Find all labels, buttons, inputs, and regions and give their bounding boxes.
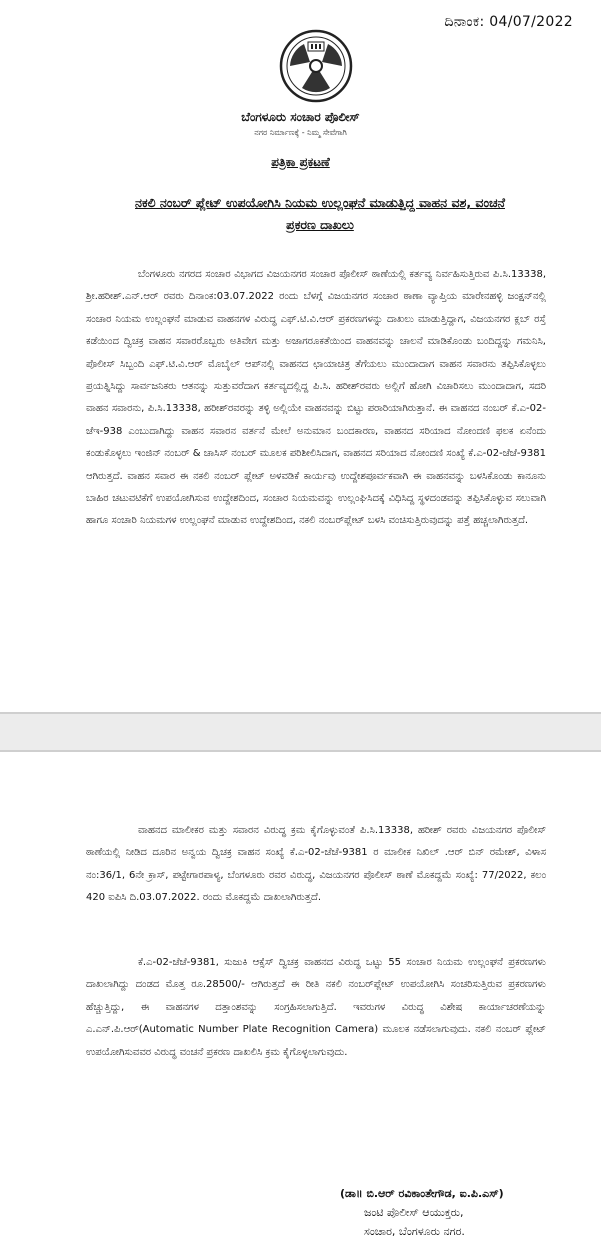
document-date: ದಿನಾಂಕ: 04/07/2022 <box>444 14 573 30</box>
signatory-name: (ಡಾ॥ ಬಿ.ಆರ್ ರವಿಕಾಂತೇಗೌಡ, ಐ.ಪಿ.ಎಸ್) <box>340 1187 504 1200</box>
body-text-page2-para1 <box>86 820 546 910</box>
body-text-page1 <box>86 264 546 533</box>
paragraph: ಬೆಂಗಳೂರು ನಗರದ ಸಂಚಾರ ವಿಭಾಗದ ವಿಜಯನಗರ ಸಂಚಾರ ಪೊಲೀಸ್ ಠಾಣೆಯಲ್ಲಿ ಕರ್ತವ್ಯ ನಿರ್ವಹಿಸುತ್ತಿರುವ ಪಿ.ಸಿ.13338, ಶ್ರೀ.ಹರೀಶ್.ಎನ್.ಆರ್ ರವರು ದಿನಾಂಕ:03.07.2022 ರಂದು ಬೆಳಗ್ಗೆ ವಿಜಯನಗರ ಸಂಚಾರ ಠಾಣಾ ವ್ಯಾಪ್ತಿಯ ಮಾರೇನಹಳ್ಳಿ ಜಂಕ್ಷನ್‌ನಲ್ಲಿ ಸಂಚಾರ ನಿಯಮ ಉಲ್ಲಂಘನೆ ಮಾಡುವ ವಾಹನಗಳ ವಿರುದ್ಧ ಎಫ್.ಟಿ.ವಿ.ಆರ್ ಪ್ರಕರಣಗಳನ್ನು ದಾಖಲು ಮಾಡುತ್ತಿದ್ದಾಗ, ವಿಜಯನಗರ ಕ್ಲಬ್ ರಸ್ತೆ ಕಡೆಯಿಂದ ದ್ವಿಚಕ್ರ ವಾಹನ ಸವಾರರೊಬ್ಬರು ಅತಿವೇಗ ಮತ್ತು ಅಜಾಗರೂಕತೆಯಿಂದ ವಾಹನವನ್ನು ಚಾಲನೆ ಮಾಡಿಕೊಂಡು ಬಂದಿದ್ದನ್ನು ಗಮನಿಸಿ, ಪೊಲೀಸ್ ಸಿಬ್ಬಂದಿ ಎಫ್.ಟಿ.ವಿ.ಆರ್ ಮೊಬೈಲ್ ಆಪ್‌ನಲ್ಲಿ ವಾಹನದ ಛಾಯಾಚಿತ್ರ ತೆಗೆಯಲು ಮುಂದಾದಾಗ ವಾಹನ ಸವಾರನು ತಪ್ಪಿಸಿಕೊಳ್ಳಲು ಪ್ರಯತ್ನಿಸಿದ್ದು ಸಾರ್ವಜನಿಕರು ಆತನನ್ನು ಸುತ್ತುವರೆದಾಗ ಕರ್ತವ್ಯದಲ್ಲಿದ್ದ ಪಿ.ಸಿ. ಹರೀಶ್‌ರವರು ಅಲ್ಲಿಗೆ ಹೋಗಿ ವಿಚಾರಿಸಲು ಮುಂದಾದಾಗ, ಸದರಿ ವಾಹನ ಸವಾರನು, ಪಿ.ಸಿ.13338, ಹರೀಶ್‌ರವರನ್ನು ತಳ್ಳಿ ಅಲ್ಲಿಯೇ ವಾಹನವನ್ನು ಬಿಟ್ಟು ಪರಾರಿಯಾಗಿರುತ್ತಾನೆ. ಈ ವಾಹನದ ನಂಬರ್ ಕೆ.ಎ-02-ಜೆಇ-938 ಎಂಬುದಾಗಿದ್ದು ವಾಹನ ಸವಾರನ ವರ್ತನೆ ಮೇಲೆ ಅನುಮಾನ ಬಂದಕಾರಣ, ವಾಹನದ ಸರಿಯಾದ ನೋಂದಣಿ ಫಲಕ ಏನೆಂದು ಕಂಡುಕೊಳ್ಳಲು ಇಂಜಿನ್ ನಂಬರ್ & ಚಾಸಿಸ್ ನಂಬರ್ ಮೂಲಕ ಪರಿಶೀಲಿಸಿದಾಗ, ವಾಹನದ ಸರಿಯಾದ ನೋಂದಣಿ ಸಂಖ್ಯೆ ಕೆ.ಎ-02-ಜೆಜೆ-9381 ಆಗಿರುತ್ತದೆ. ವಾಹನ ಸವಾರ ಈ ನಕಲಿ ನಂಬರ್ ಪ್ಲೇಟ್ ಅಳವಡಿಕೆ ಕಾರ್ಯವು ಉದ್ದೇಶಪೂರ್ವಕವಾಗಿ ಈ ವಾಹನವನ್ನು ಬಳಸಿಕೊಂಡು ಕಾನೂನು ಬಾಹಿರ ಚಟುವಟಿಕೆಗೆ ಉಪಯೋಗಿಸುವ ಉದ್ದೇಶದಿಂದ, ಸಂಚಾರ ನಿಯಮವನ್ನು ಉಲ್ಲಂಘಿಸಿದಕ್ಕೆ ವಿಧಿಸಿದ್ದ ಸ್ಥಳದಂಡವನ್ನು ತಪ್ಪಿಸಿಕೊಳ್ಳುವ ಸಲುವಾಗಿ ಹಾಗೂ ಸಂಚಾರಿ ನಿಯಮಗಳ ಉಲ್ಲಂಘನೆ ಮಾಡುವ ಉದ್ದೇಶದಿಂದ, ನಕಲಿ ನಂಬರ್‌ಪ್ಲೇಟ್ ಬಳಸಿ ವಂಚಿಸುತ್ತಿರುವುದನ್ನು ಪತ್ತೆ ಹಚ್ಚಲಾಗಿರುತ್ತದೆ. <box>86 269 546 527</box>
body-text-page2-para2 <box>86 952 546 1064</box>
page-gap <box>0 712 601 752</box>
department-motto: ನಗರ ನಿರ್ಮಾಣಕ್ಕೆ - ನಿಮ್ಮ ಸೇವೆಗಾಗಿ <box>254 128 347 137</box>
signature-block <box>340 1184 560 1241</box>
paragraph: ವಾಹನದ ಮಾಲೀಕರ ಮತ್ತು ಸವಾರನ ವಿರುದ್ಧ ಕ್ರಮ ಕೈಗೊಳ್ಳುವಂತೆ ಪಿ.ಸಿ.13338, ಹರೀಶ್ ರವರು ವಿಜಯನಗರ ಪೊಲೀಸ್ ಠಾಣೆಯಲ್ಲಿ ನೀಡಿದ ದೂರಿನ ಅನ್ವಯ ದ್ವಿಚಕ್ರ ವಾಹನ ಸಂಖ್ಯೆ ಕೆ.ಎ-02-ಜೆಜೆ-9381 ರ ಮಾಲೀಕ ನಿಖಿಲ್ .ಆರ್ ಬಿನ್ ರಮೇಶ್, ವಿಳಾಸ ನಂ:36/1, 6ನೇ ಕ್ರಾಸ್, ಪಟ್ಟೇಗಾರಪಾಳ್ಯ, ಬೆಂಗಳೂರು ರವರ ವಿರುದ್ಧ, ವಿಜಯನಗರ ಪೊಲೀಸ್ ಠಾಣೆ ಮೊಕದ್ದಮೆ ಸಂಖ್ಯೆ: 77/2022, ಕಲಂ 420 ಐಪಿಸಿ ದಿ.03.07.2022. ರಂದು ಮೊಕದ್ದಮೆ ದಾಖಲಾಗಿರುತ್ತದೆ. <box>86 825 546 904</box>
department-name: ಬೆಂಗಳೂರು ಸಂಚಾರ ಪೊಲೀಸ್ <box>241 110 360 124</box>
press-release-title: ಪತ್ರಿಕಾ ಪ್ರಕಟಣೆ <box>271 155 330 169</box>
signatory-designation: ಜಂಟಿ ಪೊಲೀಸ್ ಆಯುಕ್ತರು, <box>364 1206 464 1219</box>
paragraph: ಕೆ.ಎ-02-ಜೆಜೆ-9381, ಸುಜುಕಿ ಆಕ್ಸೆಸ್ ದ್ವಿಚಕ್ರ ವಾಹನದ ವಿರುದ್ಧ ಒಟ್ಟು 55 ಸಂಚಾರ ನಿಯಮ ಉಲ್ಲಂಘನೆ ಪ್ರಕರಣಗಳು ದಾಖಲಾಗಿದ್ದು ದಂಡದ ಮೊತ್ತ ರೂ.28500/- ಆಗಿರುತ್ತದೆ ಈ ರೀತಿ ನಕಲಿ ನಂಬರ್‌ಪ್ಲೇಟ್ ಉಪಯೋಗಿಸಿ ಸಂಚರಿಸುತ್ತಿರುವ ಪ್ರಕರಣಗಳು ಹೆಚ್ಚುತ್ತಿದ್ದು, ಈ ವಾಹನಗಳ ದತ್ತಾಂಶವನ್ನು ಸಂಗ್ರಹಿಸಲಾಗುತ್ತಿದೆ. ಇವರುಗಳ ವಿರುದ್ಧ ವಿಶೇಷ ಕಾರ್ಯಾಚರಣೆಯನ್ನು ಎ.ಎನ್.ಪಿ.ಆರ್(Automatic Number Plate Recognition Camera) ಮೂಲಕ ನಡೆಸಲಾಗುವುದು. ನಕಲಿ ನಂಬರ್ ಪ್ಲೇಟ್ ಉಪಯೋಗಿಸುವವರ ವಿರುದ್ಧ ವಂಚನೆ ಪ್ರಕರಣ ದಾಖಲಿಸಿ ಕ್ರಮ ಕೈಗೊಳ್ಳಲಾಗುವುದು. <box>86 957 546 1058</box>
document-page-2 <box>0 752 601 1238</box>
police-emblem-icon <box>278 28 354 104</box>
signatory-office: ಸಂಚಾರ, ಬೆಂಗಳೂರು ನಗರ. <box>364 1225 465 1238</box>
headline: ನಕಲಿ ನಂಬರ್ ಪ್ಲೇಟ್ ಉಪಯೋಗಿಸಿ ನಿಯಮ ಉಲ್ಲಂಘನೆ ಮಾಡುತ್ತಿದ್ದ ವಾಹನ ವಶ, ವಂಚನೆ ಪ್ರಕರಣ ದಾಖಲು <box>135 195 505 232</box>
